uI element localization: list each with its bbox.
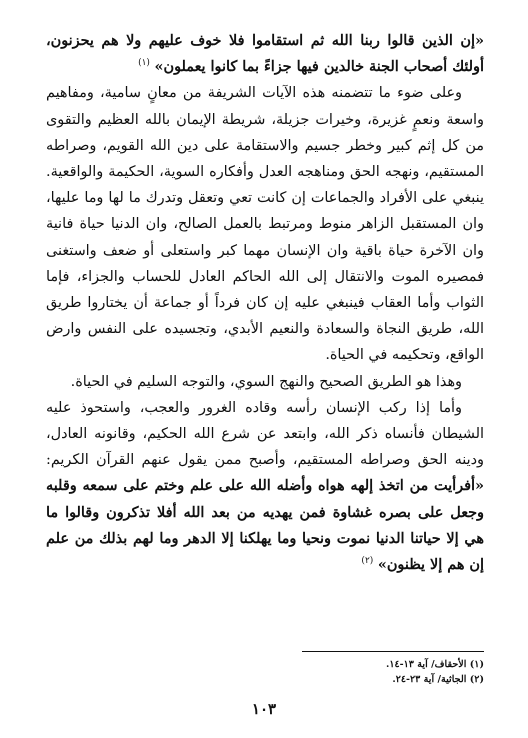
paragraph-text: وأما إذا ركب الإنسان رأسه وقاده الغرور والعجب، واستحوذ عليه الشيطان فأنساه ذكر الله، وابتعد عن شرع الله الحكيم، وقانونه العادل، ودينه الحق وصراطه المستقيم، وأصبح ممن يقول عنهم القرآن الكريم:	[46, 399, 484, 469]
footnotes	[184, 657, 484, 687]
paragraph-verse-intro	[46, 28, 484, 80]
quran-verse: «إن الذين قالوا ربنا الله ثم استقاموا فلا خوف عليهم ولا هم يحزنون، أولئك أصحاب الجنة خالدين فيها جزاءً بما كانوا يعملون»	[46, 32, 484, 76]
page-number: ١٠٣	[251, 700, 277, 718]
paragraph-commentary: وعلى ضوء ما تتضمنه هذه الآيات الشريفة من معانٍ سامية، ومفاهيم واسعة ونعمٍ غزيرة، وخيرات جزيلة، شريطة الإيمان بالله العظيم والتقوى من كل إثم كبير وخطر جسيم والاستقامة على دين الله القويم، وصراطه المستقيم، ونهجه الحق ومناهجه العدل وأفكاره السوية، الحكيمة والواقعية. ينبغي على الأفراد والجماعات إن كانت تعي وتعقل وتدرك ما لها وما عليها، وان المستقبل الزاهر منوط ومرتبط بالعمل الصالح، وان الدنيا حياة فانية وان الآخرة حياة باقية وان الإنسان مهما كبر واستعلى أو ضعف واستغنى فمصيره الموت والانتقال إلى الله الحاكم العادل للحساب والجزاء، فإما الثواب وأما العقاب فينبغي عليه إن كان فرداً أو جماعة أن يختاروا طريق الله، طريق النجاة والسعادة والنعيم الأبدي، وتجسيده على النفس وارض الواقع، وتحكيمه في الحياة.	[46, 85, 484, 364]
paragraph-right-path: وهذا هو الطريق الصحيح والنهج السوي، والتوجه السليم في الحياة.	[70, 373, 462, 390]
footnote-item: (١) الأحقاف/ آية ١٣-١٤.	[386, 659, 484, 670]
footnote-reference: (٢)	[361, 556, 374, 567]
footnote-reference: (١)	[138, 58, 150, 69]
quran-verse: «أفرأيت من اتخذ إلهه هواه وأضله الله على علم وختم على سمعه وقلبه وجعل على بصره غشاوة فمن يهديه من بعد الله أفلا تذكرون وقالوا ما هي إلا حياتنا الدنيا نموت ونحيا وما يهلكنا إلا الدهر وما لهم بذلك من علم إن هم إلا يظنون»	[46, 477, 484, 574]
body-text	[46, 28, 484, 578]
footnote-item: (٢) الجاثية/ آية ٢٣-٢٤.	[392, 674, 484, 685]
paragraph-deviation	[46, 395, 484, 578]
footnote-divider	[302, 651, 484, 652]
